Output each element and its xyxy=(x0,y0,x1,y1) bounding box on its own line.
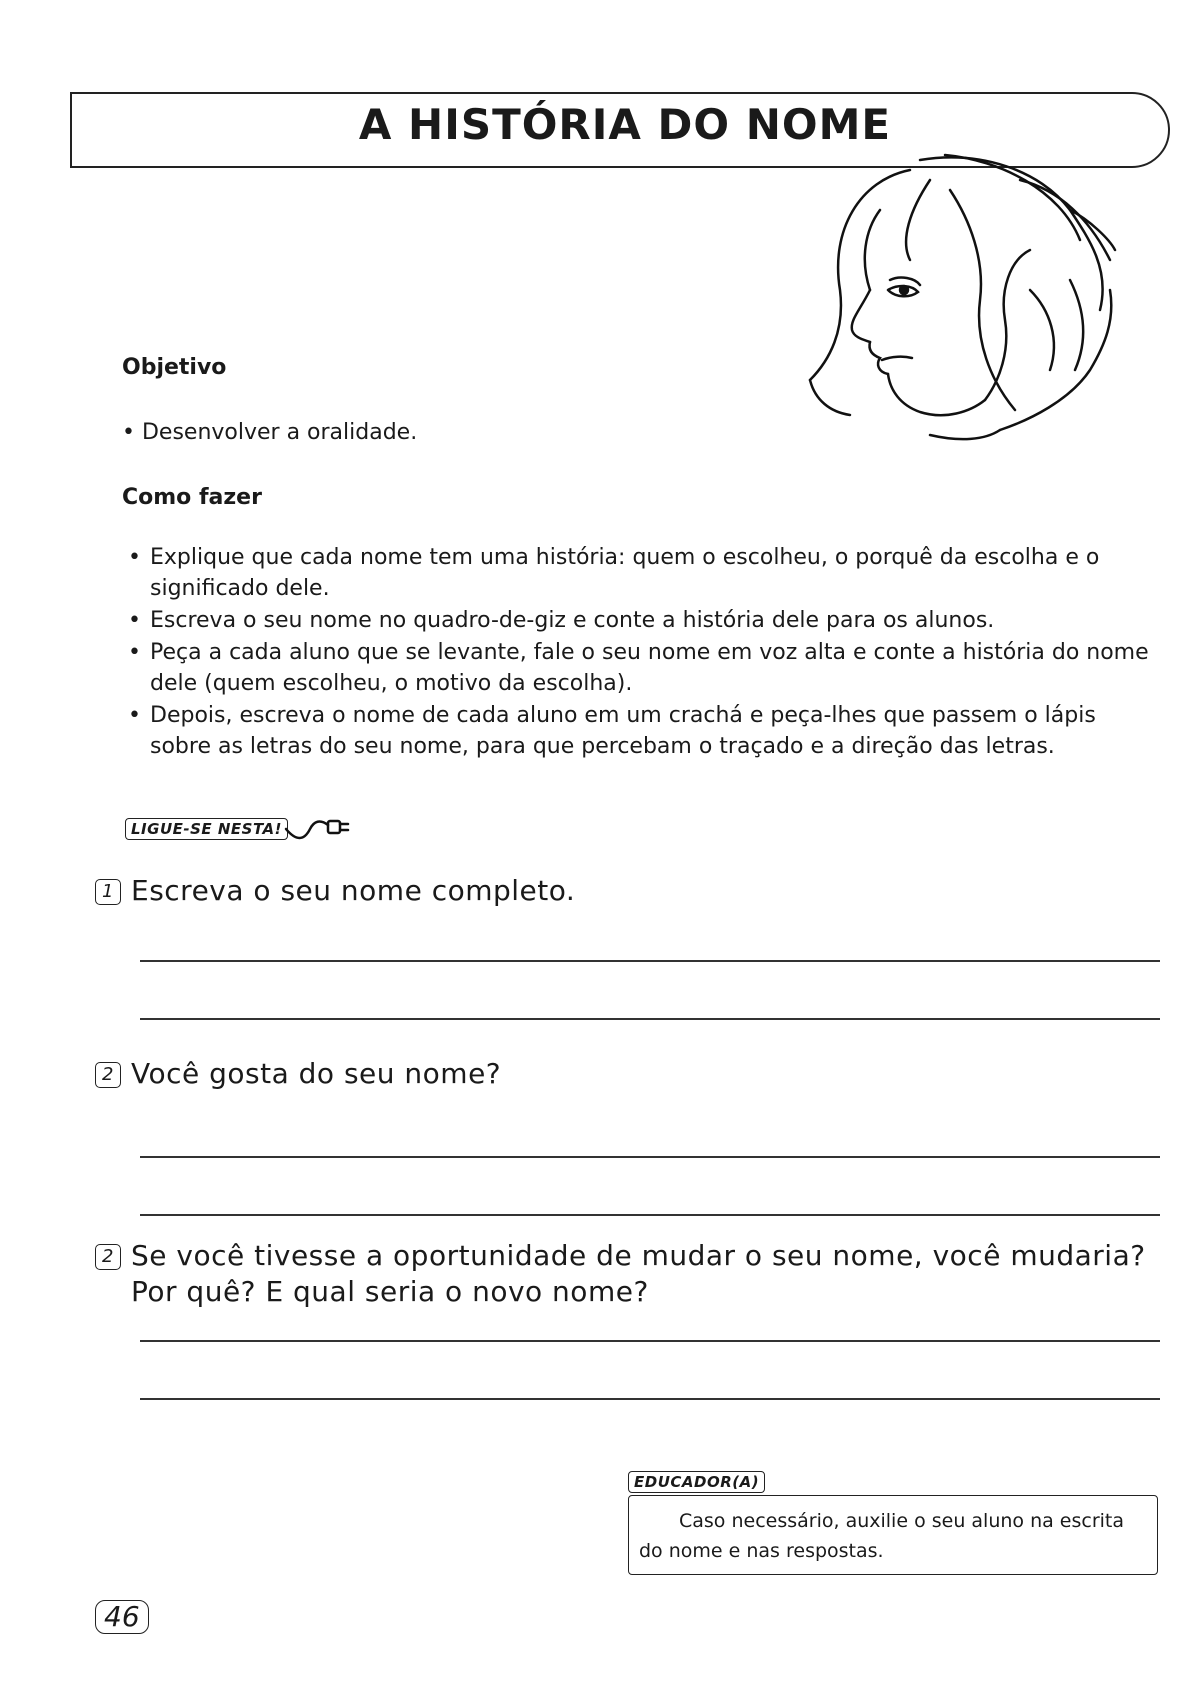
answer-line[interactable] xyxy=(140,1340,1160,1342)
how-to-item: • Depois, escreva o nome de cada aluno em um crachá e peça-lhes que passem o lápis sobre as letras do seu nome, para que percebam o traçado e a direção das letras. xyxy=(122,700,1162,762)
question-3-line-2: Por quê? E qual seria o novo nome? xyxy=(131,1275,649,1308)
ligue-se-nesta-tag: LIGUE-SE NESTA! xyxy=(125,818,288,840)
how-to-item: • Explique que cada nome tem uma história: quem o escolheu, o porquê da escolha e o significado dele. xyxy=(122,542,1162,604)
plug-icon xyxy=(284,815,354,845)
educator-note: Caso necessário, auxilie o seu aluno na escrita do nome e nas respostas. xyxy=(628,1495,1158,1575)
objective-heading: Objetivo xyxy=(122,355,227,380)
answer-line[interactable] xyxy=(140,1156,1160,1158)
answer-line[interactable] xyxy=(140,1398,1160,1400)
answer-line[interactable] xyxy=(140,960,1160,962)
objective-item: • Desenvolver a oralidade. xyxy=(122,420,418,445)
answer-line[interactable] xyxy=(140,1018,1160,1020)
answer-line[interactable] xyxy=(140,1214,1160,1216)
question-text: Escreva o seu nome completo. xyxy=(131,874,576,907)
how-to-item: • Peça a cada aluno que se levante, fale o seu nome em voz alta e conte a história do nome dele (quem escolheu, o motivo da escolha). xyxy=(122,637,1162,699)
question-text: Você gosta do seu nome? xyxy=(131,1057,502,1090)
page-title: A HISTÓRIA DO NOME xyxy=(358,100,892,149)
question-number: 2 xyxy=(95,1062,121,1088)
question-2 xyxy=(95,1055,501,1093)
question-text: Se você tivesse a oportunidade de mudar o seu nome, você mudaria? xyxy=(131,1239,1146,1272)
question-number: 1 xyxy=(95,879,121,905)
how-to-list xyxy=(122,542,1162,763)
question-3 xyxy=(95,1237,1146,1275)
question-number: 2 xyxy=(95,1244,121,1270)
how-to-item: • Escreva o seu nome no quadro-de-giz e conte a história dele para os alunos. xyxy=(122,605,1162,636)
page-number: 46 xyxy=(95,1600,149,1634)
girl-portrait-illustration xyxy=(770,150,1150,450)
educator-tag: EDUCADOR(A) xyxy=(628,1471,765,1493)
how-to-heading: Como fazer xyxy=(122,485,262,510)
question-1 xyxy=(95,872,575,910)
